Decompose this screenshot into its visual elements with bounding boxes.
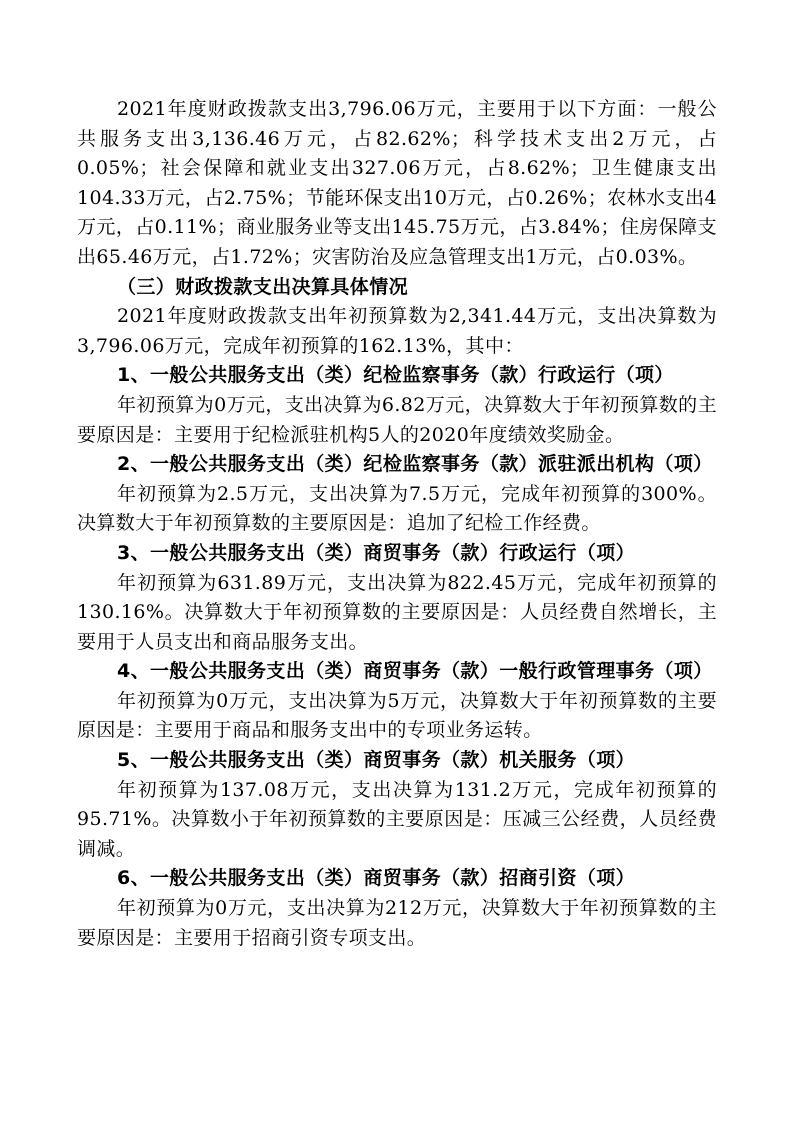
paragraph-expenditure-summary: 2021年度财政拨款支出3,796.06万元，主要用于以下方面：一般公共服务支出3,136.46万元，占82.62%；科学技术支出2万元，占0.05%；社会保障和就业支出327.06万元，占8.62%；卫生健康支出104.33万元，占2.75%；节能环保支出10万元，占0.26%；农林水支出4万元，占0.11%；商业服务业等支出145.75万元，占3.84%；住房保障支出65.46万元，占1.72%；灾害防治及应急管理支出1万元，占0.03%。 <box>77 98 717 268</box>
item-heading-6: 6、一般公共服务支出（类）商贸事务（款）招商引资（项） <box>117 867 636 890</box>
item-heading-3: 3、一般公共服务支出（类）商贸事务（款）行政运行（项） <box>117 541 636 564</box>
paragraph-budget-overview: 2021年度财政拨款支出年初预算数为2,341.44万元，支出决算数为3,796.06万元，完成年初预算的162.13%，其中： <box>77 305 717 357</box>
section-heading-detail: （三）财政拨款支出决算具体情况 <box>117 275 409 298</box>
item-body-3: 年初预算为631.89万元，支出决算为822.45万元，完成年初预算的130.16%。决算数大于年初预算数的主要原因是：人员经费自然增长，主要用于人员支出和商品服务支出。 <box>77 571 717 653</box>
item-heading-4: 4、一般公共服务支出（类）商贸事务（款）一般行政管理事务（项） <box>117 660 713 683</box>
item-heading-2: 2、一般公共服务支出（类）纪检监察事务（款）派驻派出机构（项） <box>117 453 713 476</box>
item-body-6: 年初预算为0万元，支出决算为212万元，决算数大于年初预算数的主要原因是：主要用于招商引资专项支出。 <box>77 897 717 949</box>
item-heading-5: 5、一般公共服务支出（类）商贸事务（款）机关服务（项） <box>117 749 636 772</box>
item-body-1: 年初预算为0万元，支出决算为6.82万元，决算数大于年初预算数的主要原因是：主要用于纪检派驻机构5人的2020年度绩效奖励金。 <box>77 393 717 446</box>
item-heading-1: 1、一般公共服务支出（类）纪检监察事务（款）行政运行（项） <box>117 364 674 387</box>
item-body-5: 年初预算为137.08万元，支出决算为131.2万元，完成年初预算的95.71%。决算数小于年初预算数的主要原因是：压减三公经费，人员经费调减。 <box>77 778 717 860</box>
item-body-2: 年初预算为2.5万元，支出决算为7.5万元，完成年初预算的300%。决算数大于年初预算数的主要原因是：追加了纪检工作经费。 <box>77 482 717 535</box>
item-body-4: 年初预算为0万元，支出决算为5万元，决算数大于年初预算数的主要原因是：主要用于商品和服务支出中的专项业务运转。 <box>77 689 717 742</box>
document-body <box>77 95 717 953</box>
